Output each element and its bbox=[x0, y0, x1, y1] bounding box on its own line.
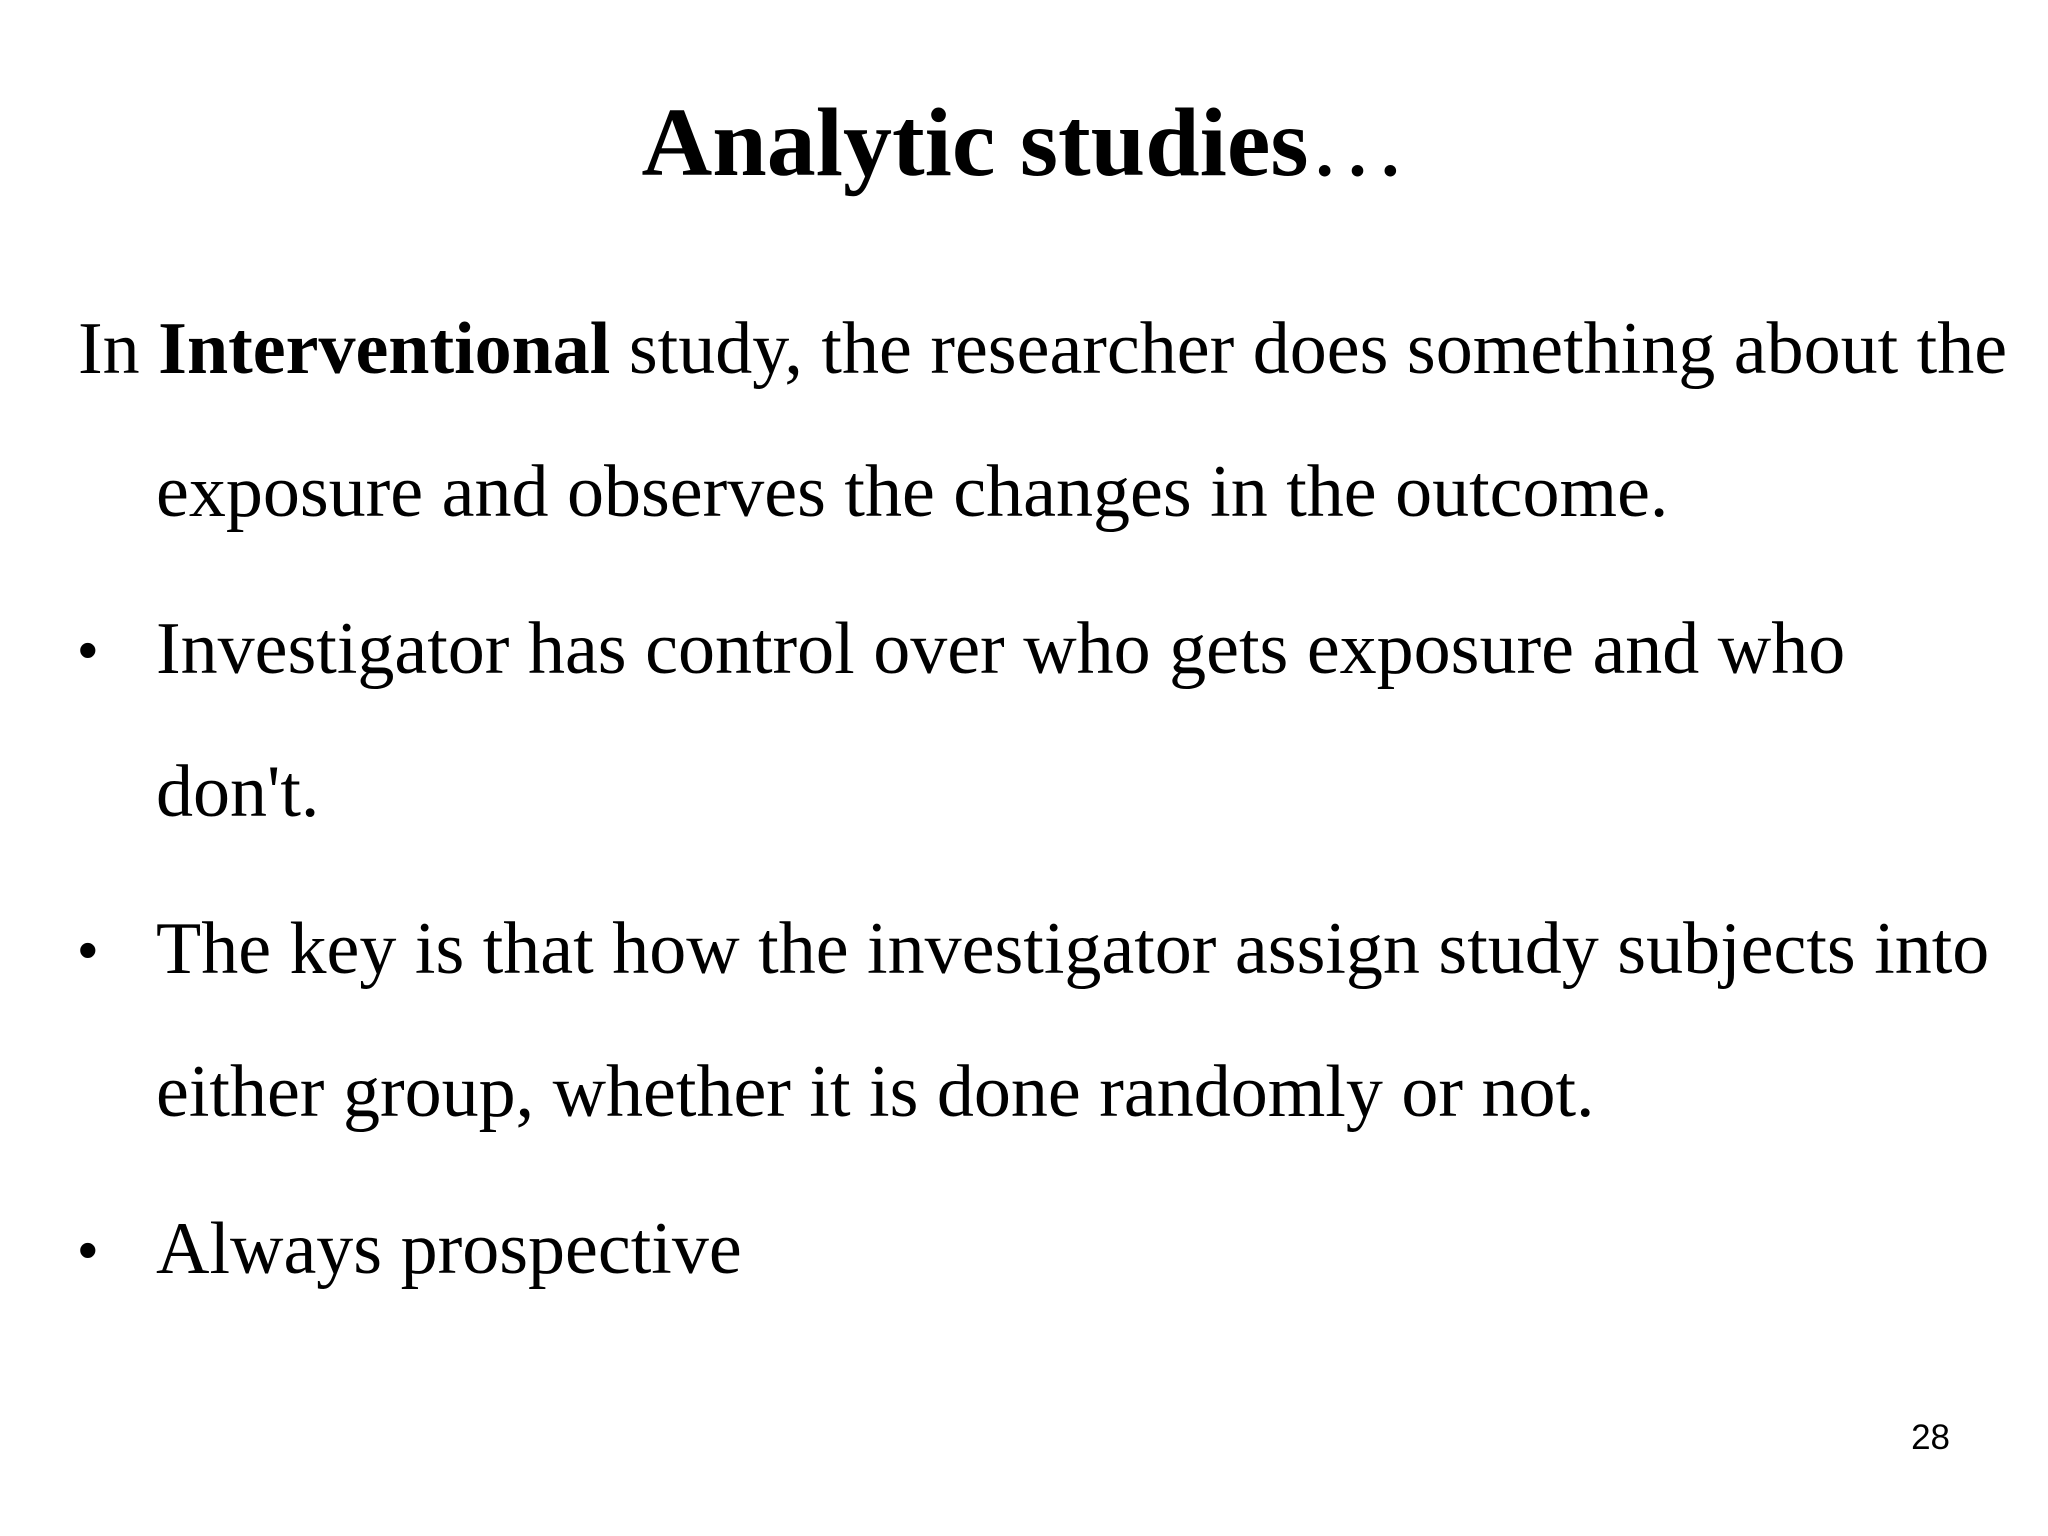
bullet-icon: • bbox=[78, 1218, 98, 1281]
slide-title bbox=[0, 88, 2048, 198]
intro-prefix: In bbox=[78, 308, 140, 390]
intro-paragraph bbox=[78, 278, 2018, 564]
slide-title-main: Analytic studies bbox=[641, 89, 1309, 197]
bullet-list bbox=[78, 578, 2018, 1321]
intro-bold-term: Interventional bbox=[158, 308, 611, 390]
bullet-item bbox=[78, 878, 2018, 1164]
bullet-icon: • bbox=[78, 918, 98, 981]
slide-body bbox=[78, 278, 2018, 1321]
page-number: 28 bbox=[1911, 1418, 1950, 1457]
bullet-item bbox=[78, 1178, 2018, 1321]
bullet-icon: • bbox=[78, 618, 98, 681]
bullet-text: The key is that how the investigator assign study subjects into either group, whether it is done randomly or not. bbox=[156, 908, 1990, 1133]
bullet-item bbox=[78, 578, 2018, 864]
bullet-text: Always prospective bbox=[156, 1208, 742, 1290]
intro-rest: study, the researcher does something about the exposure and observes the changes in the outcome. bbox=[156, 308, 2008, 533]
slide-title-ellipsis: … bbox=[1308, 89, 1407, 197]
bullet-text: Investigator has control over who gets exposure and who don't. bbox=[156, 608, 1846, 833]
